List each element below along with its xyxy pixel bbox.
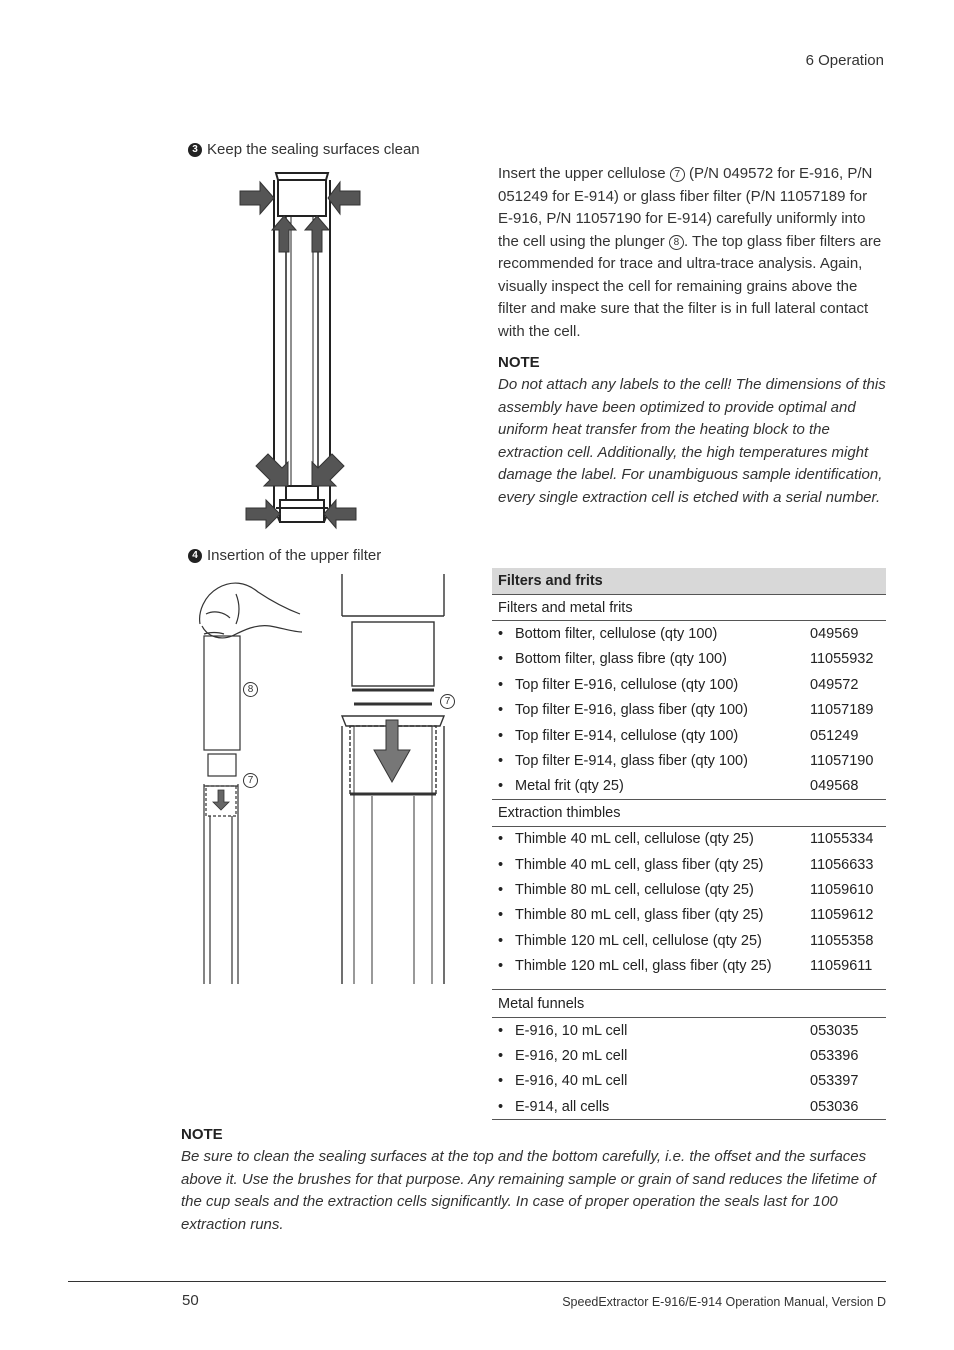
bullet-icon: • <box>498 676 504 693</box>
part-number: 11055358 <box>810 932 874 949</box>
part-number: 049572 <box>810 676 859 693</box>
instruction-paragraph: Insert the upper cellulose 7 (P/N 049572 for E-916, P/N 051249 for E-914) or glass fiber filter (P/N 11057189 for E-916, P/N 11057190 for E-914) carefully uniformly into the cell using the plunger 8 . The top glass fiber filters are recommended for trace and ultra-trace analysis. Again, visually inspect the cell for remaining grains above the filter and make sure that the filter is in full lateral contact with the cell. <box>498 165 882 340</box>
callout-filter-right: 7 <box>440 692 455 709</box>
bullet-icon: • <box>498 1022 504 1039</box>
table-row <box>492 928 886 953</box>
footer-rule <box>68 1281 886 1282</box>
table-row <box>492 672 886 697</box>
note-labels <box>498 354 886 509</box>
part-label: Top filter E-916, glass fiber (qty 100) <box>515 702 748 719</box>
table-row <box>492 647 886 672</box>
figure4-cell-closeup-illustration <box>334 574 452 984</box>
bullet-icon: • <box>498 626 504 643</box>
part-description <box>492 1043 804 1068</box>
part-number: 049569 <box>810 626 859 643</box>
bullet-icon: • <box>498 1073 504 1090</box>
bullet-icon: • <box>498 907 504 924</box>
table-row <box>492 1069 886 1094</box>
part-description <box>492 723 804 748</box>
bullet-icon: • <box>498 1098 504 1115</box>
header-section: 6 Operation <box>805 52 884 69</box>
part-number: 11059610 <box>810 881 874 898</box>
part-description <box>492 1017 804 1043</box>
table-row <box>492 826 886 852</box>
note-text: Do not attach any labels to the cell! The dimensions of this assembly have been optimized to provide optimal and uniform heat transfer from the heating block to the extraction cell. Additionally, the high temperatures might damage the label. For unambiguous sample identification, every single extraction cell is etched with a serial number. <box>498 376 886 506</box>
note-title: NOTE <box>181 1126 223 1143</box>
part-label: Thimble 80 mL cell, cellulose (qty 25) <box>515 881 754 898</box>
part-description <box>492 698 804 723</box>
figure3-caption-text: Keep the sealing surfaces clean <box>207 141 420 158</box>
table-row <box>492 621 886 647</box>
table-row <box>492 774 886 800</box>
bullet-icon: • <box>498 958 504 975</box>
bullet-icon: • <box>498 932 504 949</box>
table-row <box>492 748 886 773</box>
note-title: NOTE <box>498 354 540 371</box>
part-number: 053036 <box>804 1094 886 1120</box>
part-label: Top filter E-916, cellulose (qty 100) <box>515 676 739 693</box>
part-description <box>492 877 804 902</box>
ref-plunger: 8 <box>669 235 684 250</box>
page-number: 50 <box>182 1292 199 1309</box>
table-group-row <box>492 989 886 1017</box>
part-description <box>492 774 804 800</box>
bullet-icon: • <box>498 831 504 848</box>
figure4-caption-text: Insertion of the upper filter <box>207 547 382 564</box>
part-description <box>492 928 804 953</box>
part-label: E-914, all cells <box>515 1098 610 1115</box>
table-group-name: Filters and metal frits <box>492 595 886 621</box>
part-label: Thimble 80 mL cell, glass fiber (qty 25) <box>515 907 764 924</box>
figure3-caption <box>188 141 420 158</box>
part-number: 11057189 <box>810 702 874 719</box>
bullet-icon: • <box>498 702 504 719</box>
table-title: Filters and frits <box>492 568 886 595</box>
bullet-icon: • <box>498 753 504 770</box>
part-description <box>492 1069 804 1094</box>
table-row <box>492 877 886 902</box>
part-label: Thimble 120 mL cell, glass fiber (qty 25) <box>515 958 772 975</box>
part-description <box>492 953 804 978</box>
bullet-icon: • <box>498 1047 504 1064</box>
bullet-icon: • <box>498 727 504 744</box>
part-number: 11059612 <box>810 907 874 924</box>
part-number: 053396 <box>810 1047 859 1064</box>
note-text: Be sure to clean the sealing surfaces at the top and the bottom carefully, i.e. the offset and the surfaces above it. Use the brushes for that purpose. Any remaining sample or grain of sand reduces the lifetime of the cup seals and the extraction cells significantly. In case of proper operation the seals last for 100 extraction runs. <box>181 1148 876 1233</box>
table-spacer-row <box>492 979 886 990</box>
part-description <box>492 852 804 877</box>
table-group-row <box>492 595 886 621</box>
part-description <box>492 826 804 852</box>
part-label: E-916, 40 mL cell <box>515 1073 628 1090</box>
parts-table <box>492 568 886 1120</box>
table-row <box>492 852 886 877</box>
part-number: 049568 <box>810 778 859 795</box>
table-group-row <box>492 800 886 826</box>
part-number: 11056633 <box>810 856 874 873</box>
figure3-number: 3 <box>188 143 202 157</box>
table-row <box>492 1043 886 1068</box>
part-label: Thimble 40 mL cell, glass fiber (qty 25) <box>515 856 764 873</box>
table-row <box>492 723 886 748</box>
table-group-name: Extraction thimbles <box>492 800 886 826</box>
table-row <box>492 698 886 723</box>
table-row <box>492 1094 886 1120</box>
bullet-icon: • <box>498 778 504 795</box>
part-description <box>492 621 804 647</box>
part-label: Thimble 40 mL cell, cellulose (qty 25) <box>515 831 754 848</box>
ref-filter: 7 <box>670 167 685 182</box>
bullet-icon: • <box>498 881 504 898</box>
part-label: E-916, 10 mL cell <box>515 1022 628 1039</box>
filters-frits-table <box>492 568 886 1120</box>
part-number: 11057190 <box>810 753 874 770</box>
part-number: 053397 <box>810 1073 859 1090</box>
part-description <box>492 1094 804 1120</box>
note-sealing <box>181 1126 887 1236</box>
part-label: Bottom filter, cellulose (qty 100) <box>515 626 718 643</box>
bullet-icon: • <box>498 856 504 873</box>
callout-plunger: 8 <box>243 680 258 697</box>
part-description <box>492 647 804 672</box>
part-number: 11059611 <box>810 958 873 975</box>
part-description <box>492 672 804 697</box>
part-description <box>492 903 804 928</box>
table-row <box>492 953 886 978</box>
part-label: Metal frit (qty 25) <box>515 778 624 795</box>
figure4-caption <box>188 547 381 564</box>
table-group-name: Metal funnels <box>492 989 886 1017</box>
part-label: Top filter E-914, glass fiber (qty 100) <box>515 753 748 770</box>
table-title-row <box>492 568 886 595</box>
part-number: 11055932 <box>810 651 874 668</box>
footer-title: SpeedExtractor E-916/E-914 Operation Manual, Version D <box>562 1295 886 1309</box>
part-label: Bottom filter, glass fibre (qty 100) <box>515 651 727 668</box>
table-row <box>492 903 886 928</box>
figure4-number: 4 <box>188 549 202 563</box>
part-number: 11055334 <box>810 831 874 848</box>
figure3-cell-illustration <box>236 168 364 530</box>
table-row <box>492 1017 886 1043</box>
part-label: Top filter E-914, cellulose (qty 100) <box>515 727 739 744</box>
part-description <box>492 748 804 773</box>
bullet-icon: • <box>498 651 504 668</box>
part-label: Thimble 120 mL cell, cellulose (qty 25) <box>515 932 762 949</box>
part-label: E-916, 20 mL cell <box>515 1047 628 1064</box>
callout-filter-left: 7 <box>243 771 258 788</box>
part-number: 051249 <box>810 727 859 744</box>
part-number: 053035 <box>810 1022 859 1039</box>
